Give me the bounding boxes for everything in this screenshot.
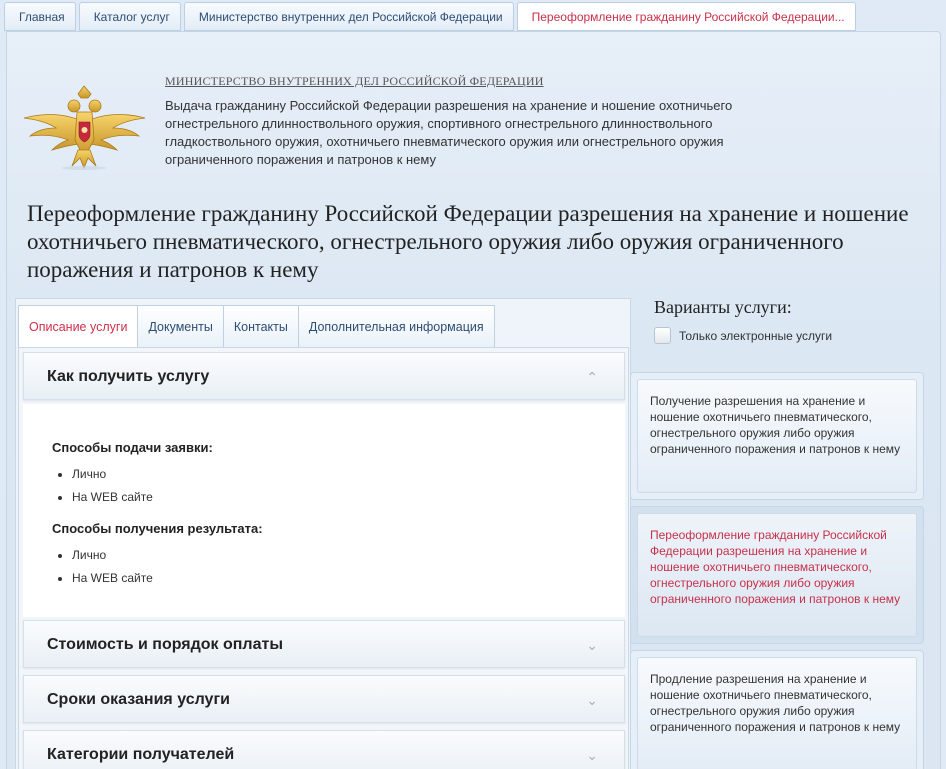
variants-title: Варианты услуги: — [654, 297, 792, 317]
only-electronic-filter[interactable] — [654, 327, 832, 344]
tab-additional-info[interactable]: Дополнительная информация — [298, 305, 495, 347]
accordion-title: Сроки оказания услуги — [47, 691, 230, 708]
submit-methods-list — [72, 463, 625, 509]
chevron-down-icon: ⌄ — [586, 692, 598, 708]
variant-label: Переоформление гражданину Российской Федерации разрешения на хранение и ношение охотничьего пневматического, огнестрельного оружия либо оружия ограниченного поражения и патронов к нему — [637, 513, 917, 637]
variant-label: Получение разрешения на хранение и ношение охотничьего пневматического, огнестрельного оружия либо оружия ограниченного поражения и патронов к нему — [637, 379, 917, 493]
breadcrumb — [4, 2, 856, 32]
variant-card-obtain[interactable] — [630, 372, 924, 500]
variant-card-extend[interactable] — [630, 650, 924, 769]
variant-card-reissue[interactable] — [630, 506, 924, 644]
variant-label: Продление разрешения на хранение и ношение охотничьего пневматического, огнестрельного оружия либо оружия ограниченного поражения и патронов к нему — [637, 657, 917, 769]
result-methods-list — [72, 544, 625, 590]
only-electronic-label: Только электронные услуги — [679, 328, 833, 343]
list-item: • На WEB сайте — [72, 486, 625, 509]
tab-documents[interactable]: Документы — [137, 305, 223, 347]
result-methods-title: Способы получения результата: — [52, 521, 263, 536]
tab-contacts[interactable]: Контакты — [223, 305, 299, 347]
list-item: • На WEB сайте — [72, 567, 625, 590]
chevron-up-icon: ⌃ — [586, 369, 598, 385]
page-title: Переоформление гражданину Российской Федерации разрешения на хранение и ношение охотничьего пневматического, огнестрельного оружия либо оружия ограниченного поражения и патронов к нему — [27, 201, 909, 282]
only-electronic-checkbox[interactable] — [654, 327, 671, 344]
accordion-how-to-get[interactable] — [23, 352, 625, 400]
accordion-terms[interactable] — [23, 675, 625, 723]
list-item: • Лично — [72, 544, 625, 567]
tab-description[interactable]: Описание услуги — [18, 305, 138, 348]
service-description: Выдача гражданину Российской Федерации разрешения на хранение и ношение охотничьего огнестрельного длинноствольного оружия, спортивного огнестрельного длинноствольного гладкоствольного оружия, охотничьего пневматического оружия или огнестрельного оружия ограниченного поражения и патронов к нему — [165, 98, 733, 167]
accordion-cost[interactable] — [23, 620, 625, 668]
breadcrumb-current[interactable]: Переоформление гражданину Российской Федерации... — [517, 2, 856, 31]
double-headed-eagle-emblem — [22, 84, 147, 170]
accordion-categories[interactable] — [23, 730, 625, 769]
accordion-title: Как получить услугу — [47, 368, 210, 385]
chevron-down-icon: ⌄ — [586, 637, 598, 653]
breadcrumb-catalog[interactable]: Каталог услуг — [79, 2, 181, 31]
breadcrumb-ministry[interactable]: Министерство внутренних дел Российской Федерации — [184, 2, 514, 31]
accordion-title: Категории получателей — [47, 746, 235, 763]
chevron-down-icon: ⌄ — [586, 747, 598, 763]
submit-methods-title: Способы подачи заявки: — [52, 440, 213, 455]
accordion-body — [23, 404, 625, 617]
ministry-link[interactable]: МИНИСТЕРСТВО ВНУТРЕННИХ ДЕЛ РОССИЙСКОЙ ФЕДЕРАЦИИ — [165, 74, 544, 88]
tab-bar — [18, 305, 494, 348]
accordion-title: Стоимость и порядок оплаты — [47, 636, 283, 653]
list-item: • Лично — [72, 463, 625, 486]
breadcrumb-home[interactable]: Главная — [4, 2, 76, 31]
